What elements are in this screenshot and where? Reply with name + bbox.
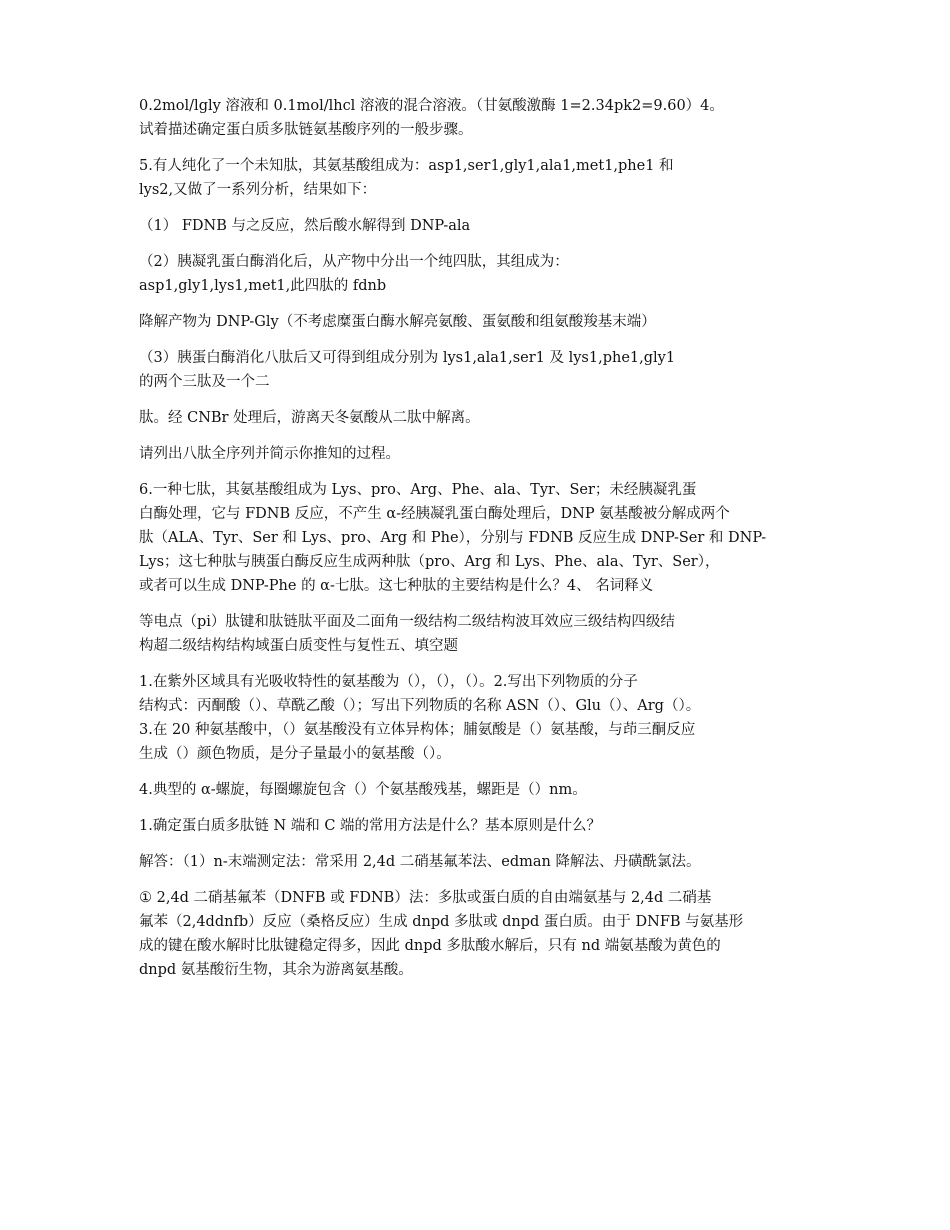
paragraph (139, 406, 819, 430)
text-line: ① 2,4d 二硝基氟苯（DNFB 或 FDNB）法：多肽或蛋白质的自由端氨基与 2,4d 二硝基 (139, 890, 712, 906)
paragraph (139, 214, 819, 238)
text-line: 降解产物为 DNP-Gly（不考虑糜蛋白酶水解亮氨酸、蛋氨酸和组氨酸羧基末端） (139, 314, 656, 330)
text-line: 试着描述确定蛋白质多肽链氨基酸序列的一般步骤。 (139, 122, 473, 138)
text-line: 肽（ALA、Tyr、Ser 和 Lys、pro、Arg 和 Phe），分别与 FDNB 反应生成 DNP-Ser 和 DNP- (139, 530, 767, 546)
text-line: Lys；这七种肽与胰蛋白酶反应生成两种肽（pro、Arg 和 Lys、Phe、ala、Tyr、Ser）， (139, 554, 720, 570)
paragraph (139, 610, 819, 658)
text-line: 6.一种七肽，其氨基酸组成为 Lys、pro、Arg、Phe、ala、Tyr、Ser；未经胰凝乳蛋 (139, 482, 697, 498)
text-line: 肽。经 CNBr 处理后，游离天冬氨酸从二肽中解离。 (139, 410, 480, 426)
text-line: 5.有人纯化了一个未知肽，其氨基酸组成为：asp1,ser1,gly1,ala1,met1,phe1 和 (139, 158, 674, 174)
text-line: lys2,又做了一系列分析，结果如下： (139, 182, 377, 198)
text-line: 或者可以生成 DNP-Phe 的 α-七肽。这七种肽的主要结构是什么？4、 名词释义 (139, 578, 654, 594)
paragraph (139, 814, 819, 838)
document-body (139, 94, 819, 994)
paragraph (139, 94, 819, 142)
paragraph (139, 886, 819, 982)
text-line: 的两个三肽及一个二 (139, 374, 270, 390)
paragraph (139, 850, 819, 874)
text-line: 结构式：丙酮酸（）、草酰乙酸（）；写出下列物质的名称 ASN（）、Glu（）、Arg（）。 (139, 698, 701, 714)
text-line: 4.典型的 α-螺旋，每圈螺旋包含（）个氨基酸残基，螺距是（）nm。 (139, 782, 587, 798)
paragraph (139, 478, 819, 598)
text-line: 1.确定蛋白质多肽链 N 端和 C 端的常用方法是什么？基本原则是什么？ (139, 818, 602, 834)
paragraph (139, 250, 819, 298)
text-line: 成的键在酸水解时比肽键稳定得多，因此 dnpd 多肽酸水解后，只有 nd 端氨基酸为黄色的 (139, 938, 721, 954)
paragraph (139, 442, 819, 466)
text-line: asp1,gly1,lys1,met1,此四肽的 fdnb (139, 278, 387, 294)
text-line: 解答：（1）n-末端测定法：常采用 2,4d 二硝基氟苯法、edman 降解法、丹磺酰氯法。 (139, 854, 701, 870)
text-line: （2）胰凝乳蛋白酶消化后，从产物中分出一个纯四肽，其组成为： (139, 254, 569, 270)
text-line: 请列出八肽全序列并简示你推知的过程。 (139, 446, 400, 462)
text-line: 1.在紫外区域具有光吸收特性的氨基酸为（），（），（）。2.写出下列物质的分子 (139, 674, 638, 690)
text-line: 生成（）颜色物质，是分子量最小的氨基酸（）。 (139, 746, 451, 762)
paragraph (139, 346, 819, 394)
text-line: 等电点（pi）肽键和肽链肽平面及二面角一级结构二级结构波耳效应三级结构四级结 (139, 614, 675, 630)
text-line: 0.2mol/lgly 溶液和 0.1mol/lhcl 溶液的混合溶液。（甘氨酸激酶 1=2.34pk2=9.60）4。 (139, 98, 724, 114)
text-line: 构超二级结构结构域蛋白质变性与复性五、填空题 (139, 638, 458, 654)
paragraph (139, 310, 819, 334)
text-line: 3.在 20 种氨基酸中，（）氨基酸没有立体异构体；脯氨酸是（）氨基酸，与茚三酮反应 (139, 722, 696, 738)
text-line: （3）胰蛋白酶消化八肽后又可得到组成分别为 lys1,ala1,ser1 及 lys1,phe1,gly1 (139, 350, 676, 366)
paragraph (139, 778, 819, 802)
paragraph (139, 154, 819, 202)
text-line: 白酶处理，它与 FDNB 反应，不产生 α-经胰凝乳蛋白酶处理后，DNP 氨基酸被分解成两个 (139, 506, 730, 522)
text-line: 氟苯（2,4ddnfb）反应（桑格反应）生成 dnpd 多肽或 dnpd 蛋白质。由于 DNFB 与氨基形 (139, 914, 744, 930)
paragraph (139, 670, 819, 766)
text-line: （1） FDNB 与之反应，然后酸水解得到 DNP-ala (139, 218, 471, 234)
text-line: dnpd 氨基酸衍生物，其余为游离氨基酸。 (139, 962, 413, 978)
